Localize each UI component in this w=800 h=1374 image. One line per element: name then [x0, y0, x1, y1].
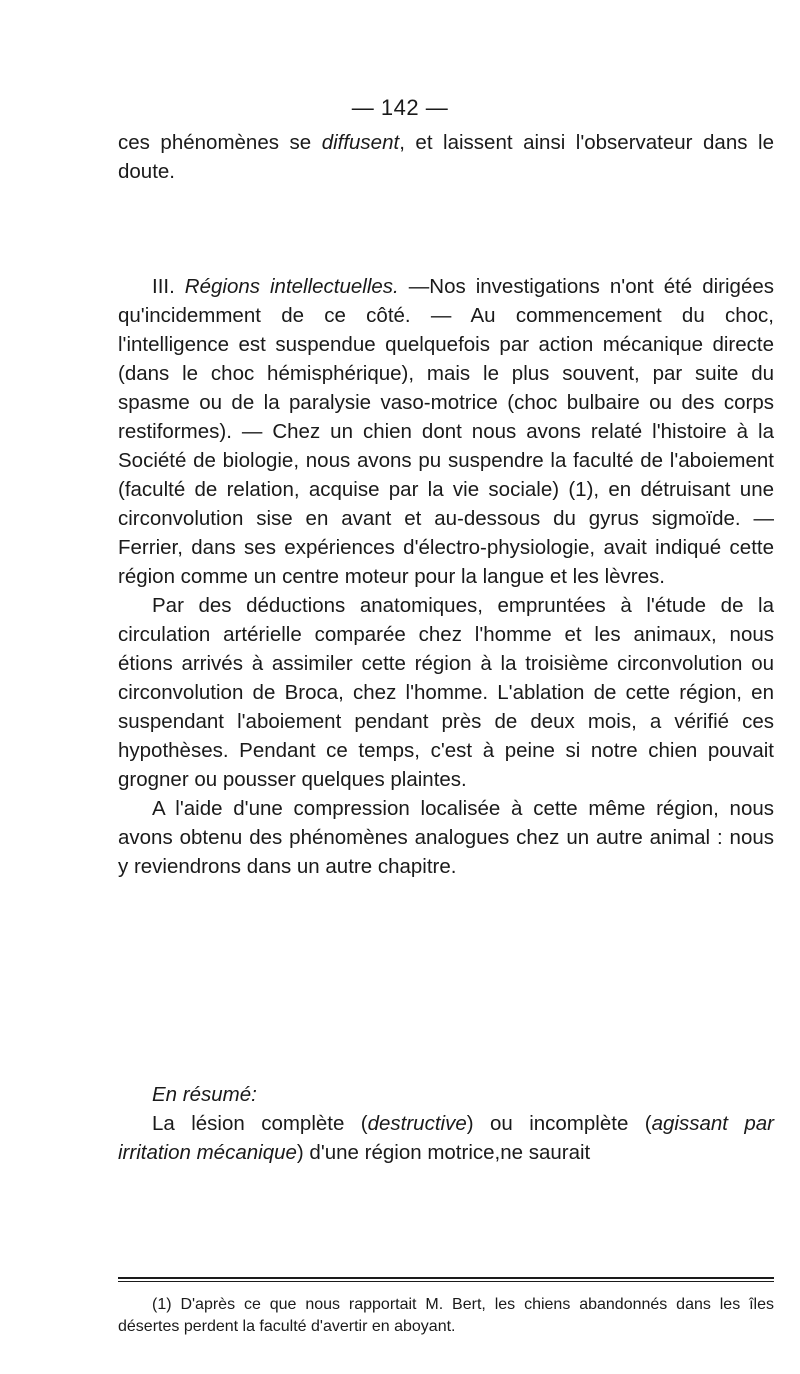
paragraph-compression: A l'aide d'une compression localisée à cette même région, nous avons obtenu des phénomènes analogues chez un autre animal : nous y reviendrons dans un autre chapitre.: [118, 797, 774, 878]
text-block-resume: [118, 1080, 774, 1167]
emphasis-agissant: agissant par irritation mécanique: [118, 1112, 774, 1164]
footnote-divider: [118, 1277, 774, 1279]
footnote-divider-thin: [118, 1281, 774, 1282]
footnote: [118, 1294, 774, 1338]
section-3-text: —Nos investigations n'ont été dirigées qu'incidemment de ce côté. — Au commencement du choc, l'intelligence est suspendue quelquefois par action mécanique directe (dans le choc hémisphérique), mais le plus souvent, par suite du spasme ou de la paralysie vaso-motrice (choc bulbaire ou des corps restiformes). — Chez un chien dont nous avons relaté l'histoire à la Société de biologie, nous avons pu suspendre la faculté de l'aboiement (faculté de relation, acquise par la vie sociale) (1), en détruisant une circonvolution sise en avant et au-dessous du gyrus sigmoïde. — Ferrier, dans ses expériences d'électro-physiologie, avait indiqué cette région comme un centre moteur pour la langue et les lèvres.: [118, 275, 774, 588]
footnote-text: (1) D'après ce que nous rapportait M. Bert, les chiens abandonnés dans les îles désertes perdent la faculté d'avertir en aboyant.: [118, 1296, 774, 1335]
resume-heading: En résumé:: [152, 1083, 257, 1106]
section-3-paragraph: [118, 272, 774, 591]
paragraph-broca: Par des déductions anatomiques, empruntées à l'étude de la circulation artérielle comparée chez l'homme et les animaux, nous étions arrivés à assimiler cette région à la troisième circonvolution ou circonvolution de Broca, chez l'homme. L'ablation de cette région, en suspendant l'aboiement pendant près de deux mois, a vérifié ces hypothèses. Pendant ce temps, c'est à peine si notre chien pouvait grogner ou pousser quelques plaintes.: [118, 594, 774, 791]
section-title: Régions intellectuelles.: [184, 275, 399, 298]
page-number: — 142 —: [351, 95, 449, 120]
section-numeral: III.: [152, 275, 185, 298]
paragraph-summary: La lésion complète (destructive) ou incomplète (agissant par irritation mécanique) d'une région motrice,ne saurait: [118, 1112, 774, 1164]
emphasis-destructive: destructive: [367, 1112, 467, 1135]
paragraph-continuation: ces phénomènes se diffusent, et laissent ainsi l'observateur dans le doute.: [118, 131, 774, 183]
emphasis-diffusent: diffusent: [321, 131, 400, 154]
text-block-top: [118, 128, 774, 186]
text-block-main: [118, 272, 774, 881]
